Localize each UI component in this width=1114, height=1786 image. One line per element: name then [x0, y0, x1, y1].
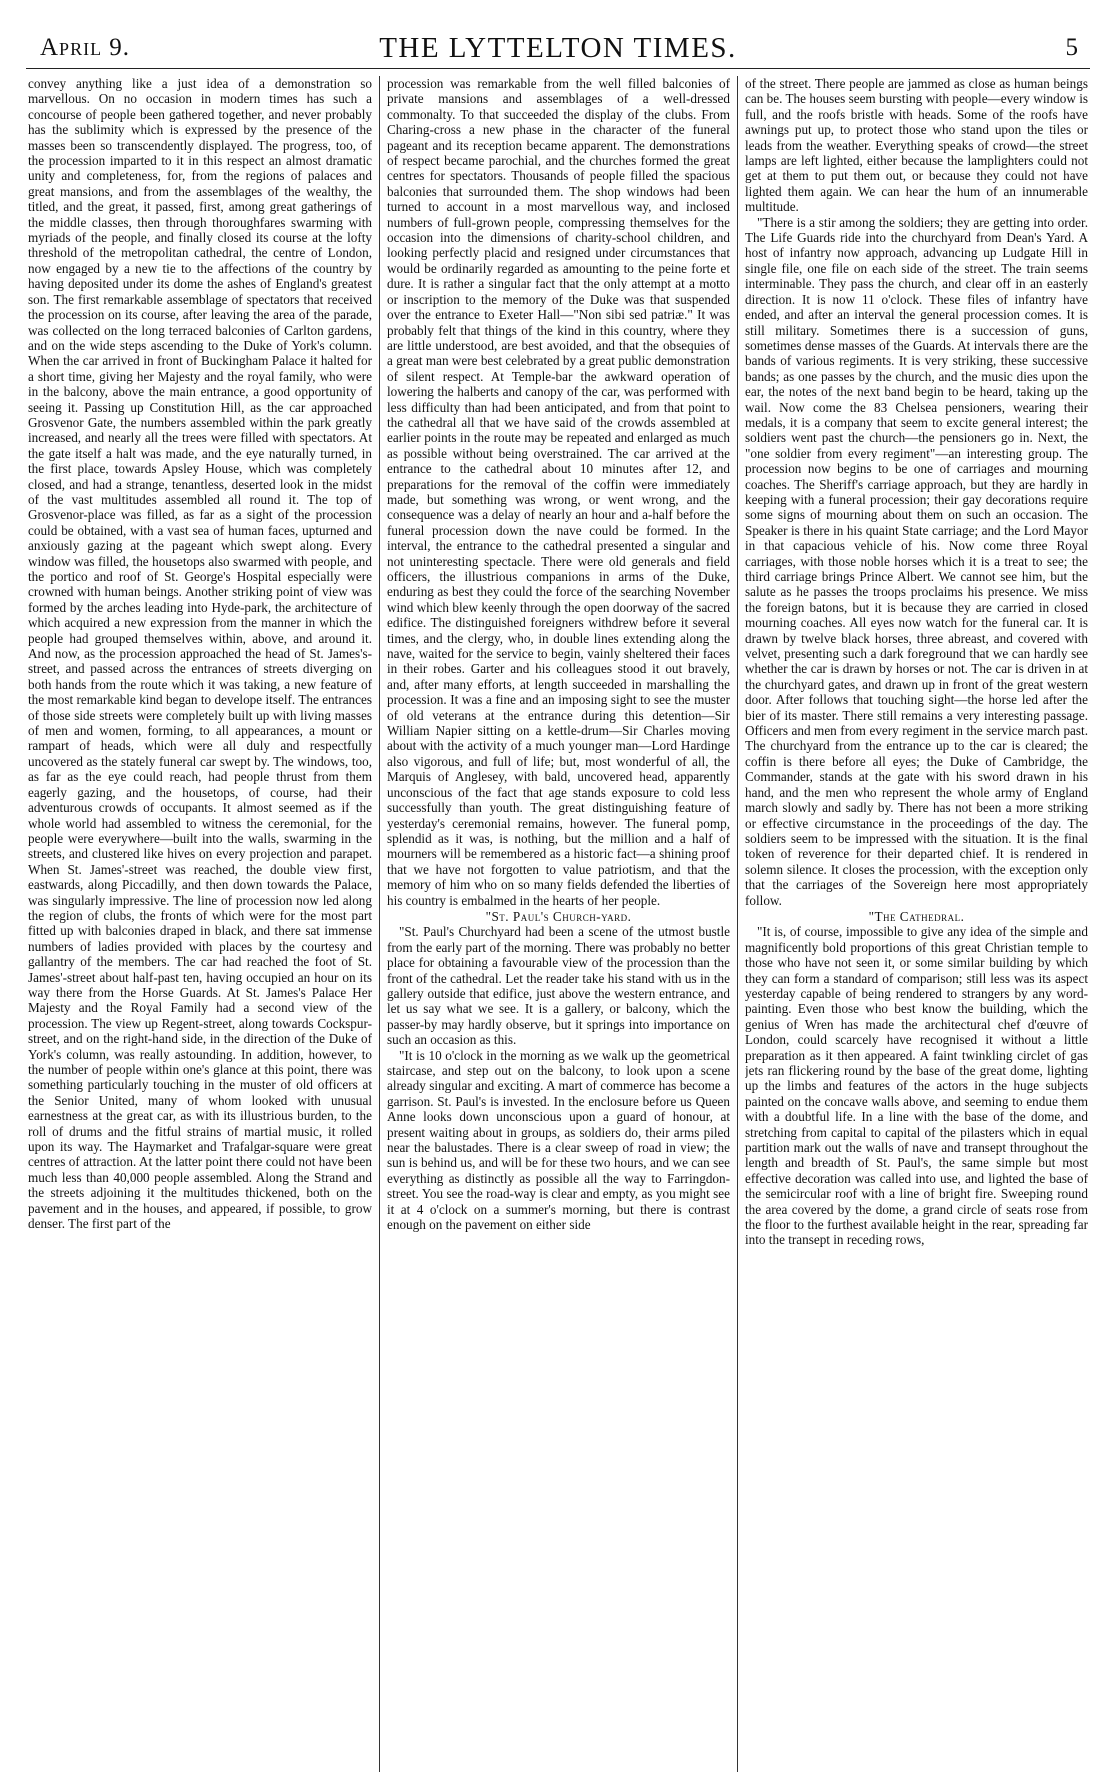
- issue-date: April 9.: [40, 34, 131, 61]
- paragraph: convey anything like a just idea of a demonstration so marvellous. On no occasion in modern times has such a concourse of people been gathered together, and never probably has the sublimity which is expressed by the presence of the masses been so transcendently displayed. The progress, too, of the procession imparted to it in this respect an almost dramatic unity and completeness, for, from the regions of palaces and great mansions, and from the assemblages of the wealthy, the titled, and the great, it passed, first, among great gatherings of the middle classes, then through thoroughfares swarming with myriads of the people, and finally closed its course at the lofty threshold of the metropolitan cathedral, the centre of London, now engaged by a new tie to the affections of the country by having deposited under its dome the ashes of England's greatest son. The first remarkable assemblage of spectators that received the procession on its course, after leaving the area of the parade, was collected on the long terraced balconies of Carlton gardens, and on the wide steps ascending to the Duke of York's column. When the car arrived in front of Buckingham Palace it halted for a short time, giving her Majesty and the royal family, who were in the balcony, above the main entrance, a good opportunity of seeing it. Passing up Constitution Hill, as the car approached Grosvenor Gate, the numbers assembled within the park greatly increased, and nearly all the trees were filled with spectators. At the gate itself a halt was made, and the eye naturally turned, in the first place, towards Apsley House, which was completely closed, and had a strange, tenantless, deserted look in the midst of the vast multitudes assembled all round it. The top of Grosvenor-place was filled, as far as a sight of the procession could be obtained, with a vast sea of human faces, upturned and anxiously gazing at the pageant which swept along. Every window was filled, the housetops also swarmed with people, and the portico and roof of St. George's Hospital especially were crowned with human beings. Another striking point of view was formed by the arches leading into Hyde-park, the architecture of which acquired a new expression from the manner in which the people had grouped themselves within, above, and around it. And now, as the procession approached the head of St. James's-street, and passed across the entrances of streets diverging on both hands from the route which it was taking, a new feature of the most remarkable kind began to develope itself. The entrances of those side streets were completely built up with living masses of men and women, forming, to all appearances, a mount or rampart of heads, which were all duly and respectfully uncovered as the stately funeral car swept by. The windows, too, as far as the eye could reach, had people thrust from them eagerly gazing, and the housetops, of course, had their adventurous crowds of occupants. It almost seemed as if the whole world had assembled to witness the ceremonial, for the people were everywhere—built into the walls, swarming in the streets, and clustered like hives on every projection and parapet. When St. James'-street was reached, the double view first, eastwards, along Piccadilly, and then down towards the Palace, was singularly impressive. The line of procession now led along the region of clubs, the fronts of which were for the most part fitted up with balconies draped in black, and there sat immense numbers of ladies provided with places by the courtesy and gallantry of the members. The car had reached the foot of St. James'-street about half-past ten, having occupied an hour on its way there from the Horse Guards. At St. James's Palace Her Majesty and the Royal Family had a second view of the procession. The view up Regent-street, along towards Cockspur-street, and on the right-hand side, in the direction of the Duke of York's column, was really astounding. In addition, however, to the number of people within one's glance at this point, there was something particularly touching in the muster of old officers at the Senior United, many of whom looked with unusual earnestness at the great car, as with its illustrious burden, to the roll of drums and the fitful strains of martial music, it rolled upon its way. The Haymarket and Trafalgar-square were great centres of attraction. At the latter point there could not have been much less than 40,000 people assembled. Along the Strand and the streets adjoining it the multitudes thickened, both on the pavement and in the houses, and appeared, if possible, to grow denser. The first part of the: [28, 76, 372, 1232]
- column-divider: [379, 76, 380, 1772]
- article-columns: [26, 76, 1090, 1772]
- column-2: [387, 76, 730, 1772]
- column-divider: [737, 76, 738, 1772]
- page-number: 5: [1065, 34, 1078, 61]
- section-heading-cathedral: "The Cathedral.: [868, 908, 965, 924]
- paragraph: "St. Paul's Churchyard had been a scene of the utmost bustle from the early part of the morning. There was probably no better place for obtaining a favourable view of the procession than the front of the cathedral. Let the reader take his stand with us in the gallery outside that edifice, just above the western entrance, and let us say what we see. It is a gallery, or balcony, which the passer-by may hardly observe, but it springs into importance on such an occasion as this.: [387, 924, 730, 1048]
- newspaper-page: [26, 26, 1090, 1774]
- paragraph: "It is 10 o'clock in the morning as we walk up the geometrical staircase, and step out on the balcony, to look upon a scene already singular and exciting. A mart of commerce has become a garrison. St. Paul's is invested. In the enclosure before us Queen Anne looks down unconscious upon a guard of honour, at present waiting about in groups, as soldiers do, their arms piled near the balustades. There is a clear sweep of road in view; the sun is behind us, and will be for these two hours, and we can see everything as distinctly as possible all the way to Farringdon-street. You see the road-way is clear and empty, as you might see it at 4 o'clock on a summer's morning, but there is contrast enough on the pavement on either side: [387, 1047, 730, 1233]
- column-3: [745, 76, 1088, 1772]
- paragraph: procession was remarkable from the well filled balconies of private mansions and assemblages of a well-dressed commonalty. To that succeeded the display of the clubs. From Charing-cross a new phase in the character of the funeral pageant and its reception became apparent. The demonstrations of respect became parochial, and the churches formed the great centres for spectators. Thousands of people filled the spacious balconies that surrounded them. The shop windows had been turned to account in a most marvellous way, and inclosed numbers of full-grown people, compressing themselves for the occasion into the dimensions of charity-school children, and looking perfectly placid and resigned under circumstances that would be ordinarily regarded as amounting to the peine forte et dure. It is rather a singular fact that the only attempt at a motto or inscription to the memory of the Duke was that suspended over the entrance to Exeter Hall—"Non sibi sed patriæ." It was probably felt that things of the kind in this country, where they are little understood, are best avoided, and that the obsequies of a great man were best celebrated by a great public demonstration of silent respect. At Temple-bar the awkward operation of lowering the halberts and canopy of the car, was performed with less difficulty than had been anticipated, and from that point to the cathedral all that we have said of the crowds assembled at earlier points in the route may be repeated and enlarged as much as possible without being overstrained. The car arrived at the entrance to the cathedral about 10 minutes after 12, and preparations for the removal of the coffin were immediately made, but something was wrong, or went wrong, and the consequence was a delay of nearly an hour and a-half before the funeral procession down the nave could be formed. In the interval, the entrance to the cathedral presented a singular and not uninteresting spectacle. There were old generals and field officers, the illustrious companions in arms of the Duke, enduring as best they could the force of the searching November wind which blew keenly through the open doorway of the sacred edifice. The distinguished foreigners withdrew before it several times, and the clergy, who, in double lines extending along the nave, waited for the service to begin, vainly sheltered their faces in their robes. Garter and his colleagues stood it out bravely, and, after many efforts, at length succeeded in marshalling the procession. It was a fine and an imposing sight to see the muster of old veterans at the entrance during this detention—Sir William Napier sitting on a kettle-drum—Sir Charles moving about with the activity of a much younger man—Lord Hardinge also vigorous, and full of life; but, most wonderful of all, the Marquis of Anglesey, with bald, uncovered head, apparently unconscious of the fact that age stands exposure to cold less successfully than youth. The great distinguishing feature of yesterday's ceremonial remains, however. The funeral pomp, splendid as it was, is nothing, but the million and a half of mourners will be remembered as a historic fact—a shining proof that we have not forgotten to value patriotism, and that the memory of him who on so many fields defended the liberties of his country is embalmed in the hearts of her people.: [387, 76, 730, 908]
- newspaper-title: THE LYTTELTON TIMES.: [379, 32, 737, 64]
- masthead: [26, 26, 1090, 69]
- paragraph: of the street. There people are jammed as close as human beings can be. The houses seem bursting with people—every window is full, and the roofs bristle with heads. Some of the roofs have awnings put up, to protect those who stand upon the tiles or leads from the weather. Everything speaks of crowd—the street lamps are left lighted, either because the lamplighters could not get at them to put them out, or because they could not have lighted them again. We can hear the hum of an innumerable multitude.: [745, 76, 1088, 215]
- paragraph: "It is, of course, impossible to give any idea of the simple and magnificently bold proportions of this great Christian temple to those who have not seen it, or some similar building by which they can form a standard of comparison; still less was its aspect yesterday capable of being rendered to strangers by any word-painting. Even those who best know the building, which the genius of Wren has made the architectural chef d'œuvre of London, could scarcely have recognised it without a little preparation as it then appeared. A faint twinkling circlet of gas jets ran flickering round by the base of the great dome, lighting up the limbs and features of the actors in the huge subjects painted on the concave walls above, and seeming to endue them with a doubtful life. In a line with the base of the dome, and stretching from capital to capital of the pilasters which in equal partition mark out the walls of nave and transept throughout the length and breadth of St. Paul's, the same simple but most effective decoration was called into use, and lighted the base of the semicircular roof with a line of bright fire. Sweeping round the area covered by the dome, a grand circle of seats rose from the floor to the furthest available height in the rear, spreading far into the transept in receding rows,: [745, 924, 1088, 1248]
- column-1: [28, 76, 372, 1772]
- paragraph: "There is a stir among the soldiers; they are getting into order. The Life Guards ride into the churchyard from Dean's Yard. A host of infantry now approach, advancing up Ludgate Hill in single file, one file on each side of the street. The train seems interminable. They pass the church, and clear off in an easterly direction. It is now 11 o'clock. These files of infantry have ended, and after an interval the general procession comes. It is still military. Sometimes there is a succession of guns, sometimes dense masses of the Guards. At intervals there are the bands of various regiments. It is very striking, these successive bands; as one passes by the church, and the music dies upon the ear, the notes of the next band begin to be heard, taking up the wail. Now come the 83 Chelsea pensioners, wearing their medals, it is a company that seem to excite general interest; the soldiers went past the church—the pensioners go in. Next, the "one soldier from every regiment"—an interesting group. The procession now begins to be one of carriages and mourning coaches. The Sheriff's carriage approach, but they are hardly in keeping with a funeral procession; their gay decorations require some signs of mourning about them on such an occasion. The Speaker is there in his quaint State carriage; and the Lord Mayor in that capacious vehicle of his. Now come three Royal carriages, with those noble horses which it is a treat to see; the third carriage brings Prince Albert. We cannot see him, but the salute as he passes the troops proclaims his presence. We miss the foreign batons, but it is because they are carried in closed mourning coaches. All eyes now watch for the funeral car. It is drawn by twelve black horses, three abreast, and covered with velvet, presenting such a dark foreground that we can hardly see whether the car is drawn by horses or not. The car is driven in at the churchyard gates, and drawn up in front of the great western door. After follows that touching sight—the horse led after the bier of its master. There still remains a very interesting passage. Officers and men from every regiment in the service march past. The churchyard from the entrance up to the car is cleared; the coffin is there before all eyes; the Duke of Cambridge, the Commander, stands at the gate with his sword drawn in his hand, and the men who represent the whole army of England march slowly and sadly by. There has not been a more striking or effective circumstance in the proceedings of the day. The soldiers seem to be impressed with the situation. It is the final token of reverence for their departed chief. It is rendered in solemn silence. It closes the procession, with the exception only that the carriages of the Sovereign here most appropriately follow.: [745, 214, 1088, 908]
- section-heading-st-pauls-churchyard: "St. Paul's Church-yard.: [485, 908, 632, 924]
